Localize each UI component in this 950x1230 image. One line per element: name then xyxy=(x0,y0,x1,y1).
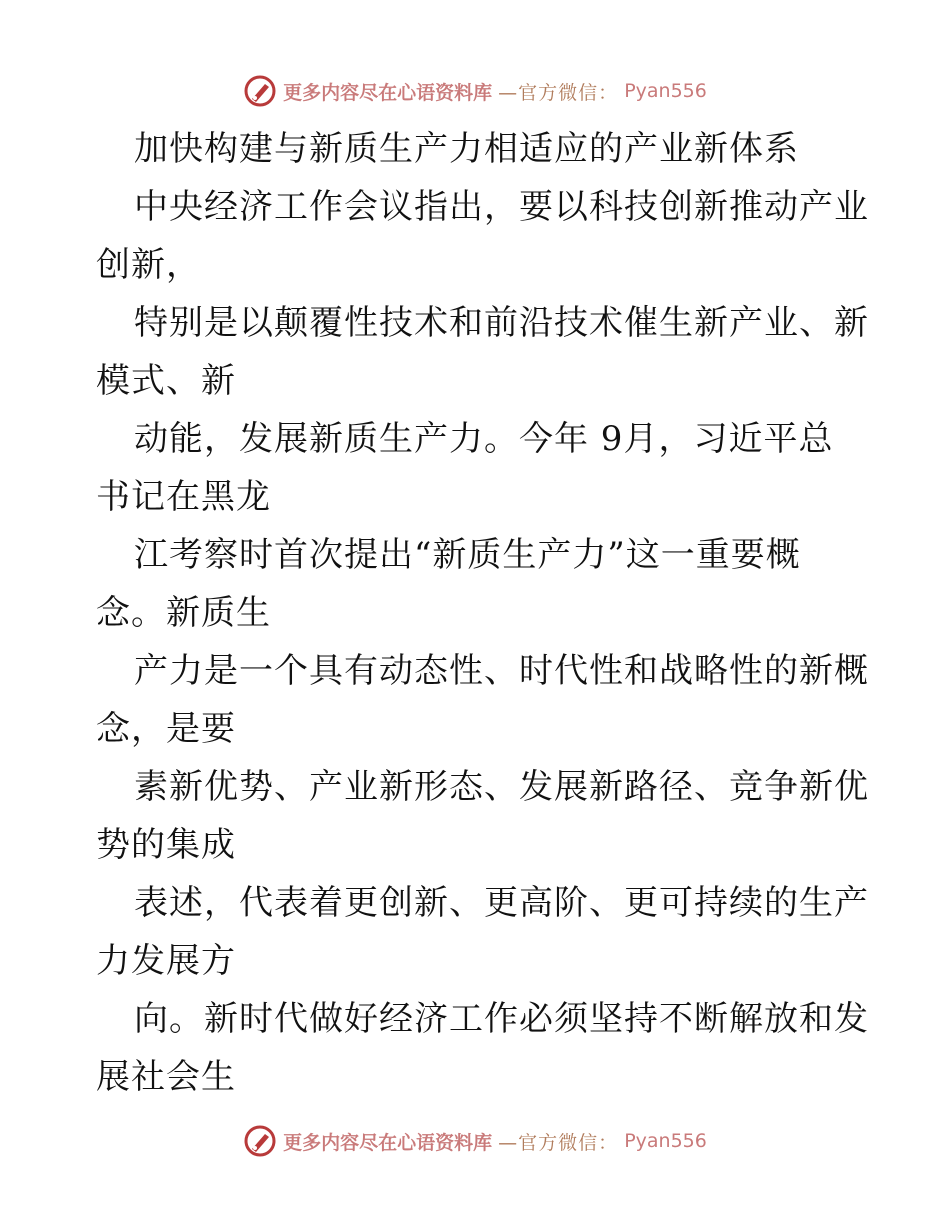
watermark-official: —官方微信： xyxy=(498,81,619,104)
pen-nib-icon xyxy=(243,74,277,108)
watermark-brand: 更多内容尽在心语资料库 xyxy=(283,81,493,104)
text-line: 力发展方 xyxy=(96,941,236,981)
text-line: 产力是一个具有动态性、时代性和战略性的新概 xyxy=(134,651,869,691)
text-line: 创新， xyxy=(96,245,201,285)
footer-watermark xyxy=(0,1121,950,1161)
text-line: 江考察时首次提出“新质生产力”这一重要概 xyxy=(134,535,801,575)
watermark-id: Pyan556 xyxy=(624,1130,707,1152)
header-watermark xyxy=(0,71,950,111)
text-line: 表述，代表着更创新、更高阶、更可持续的生产 xyxy=(134,883,869,923)
text-line: 加快构建与新质生产力相适应的产业新体系 xyxy=(134,129,799,169)
text-line: 中央经济工作会议指出，要以科技创新推动产业 xyxy=(134,187,869,227)
text-line: 念，是要 xyxy=(96,709,236,749)
watermark-id: Pyan556 xyxy=(624,80,707,102)
text-line: 动能，发展新质生产力。今年 9月，习近平总 xyxy=(134,419,834,459)
pen-nib-icon xyxy=(243,1124,277,1158)
text-line: 向。新时代做好经济工作必须坚持不断解放和发 xyxy=(134,999,869,1039)
text-line: 势的集成 xyxy=(96,825,236,865)
text-line: 展社会生 xyxy=(96,1057,236,1097)
document-body xyxy=(96,120,869,1106)
text-line: 素新优势、产业新形态、发展新路径、竞争新优 xyxy=(134,767,869,807)
text-line: 模式、新 xyxy=(96,361,236,401)
text-line: 特别是以颠覆性技术和前沿技术催生新产业、新 xyxy=(134,303,869,343)
text-line: 书记在黑龙 xyxy=(96,477,271,517)
text-line: 念。新质生 xyxy=(96,593,271,633)
watermark-brand: 更多内容尽在心语资料库 xyxy=(283,1131,493,1154)
watermark-official: —官方微信： xyxy=(498,1131,619,1154)
